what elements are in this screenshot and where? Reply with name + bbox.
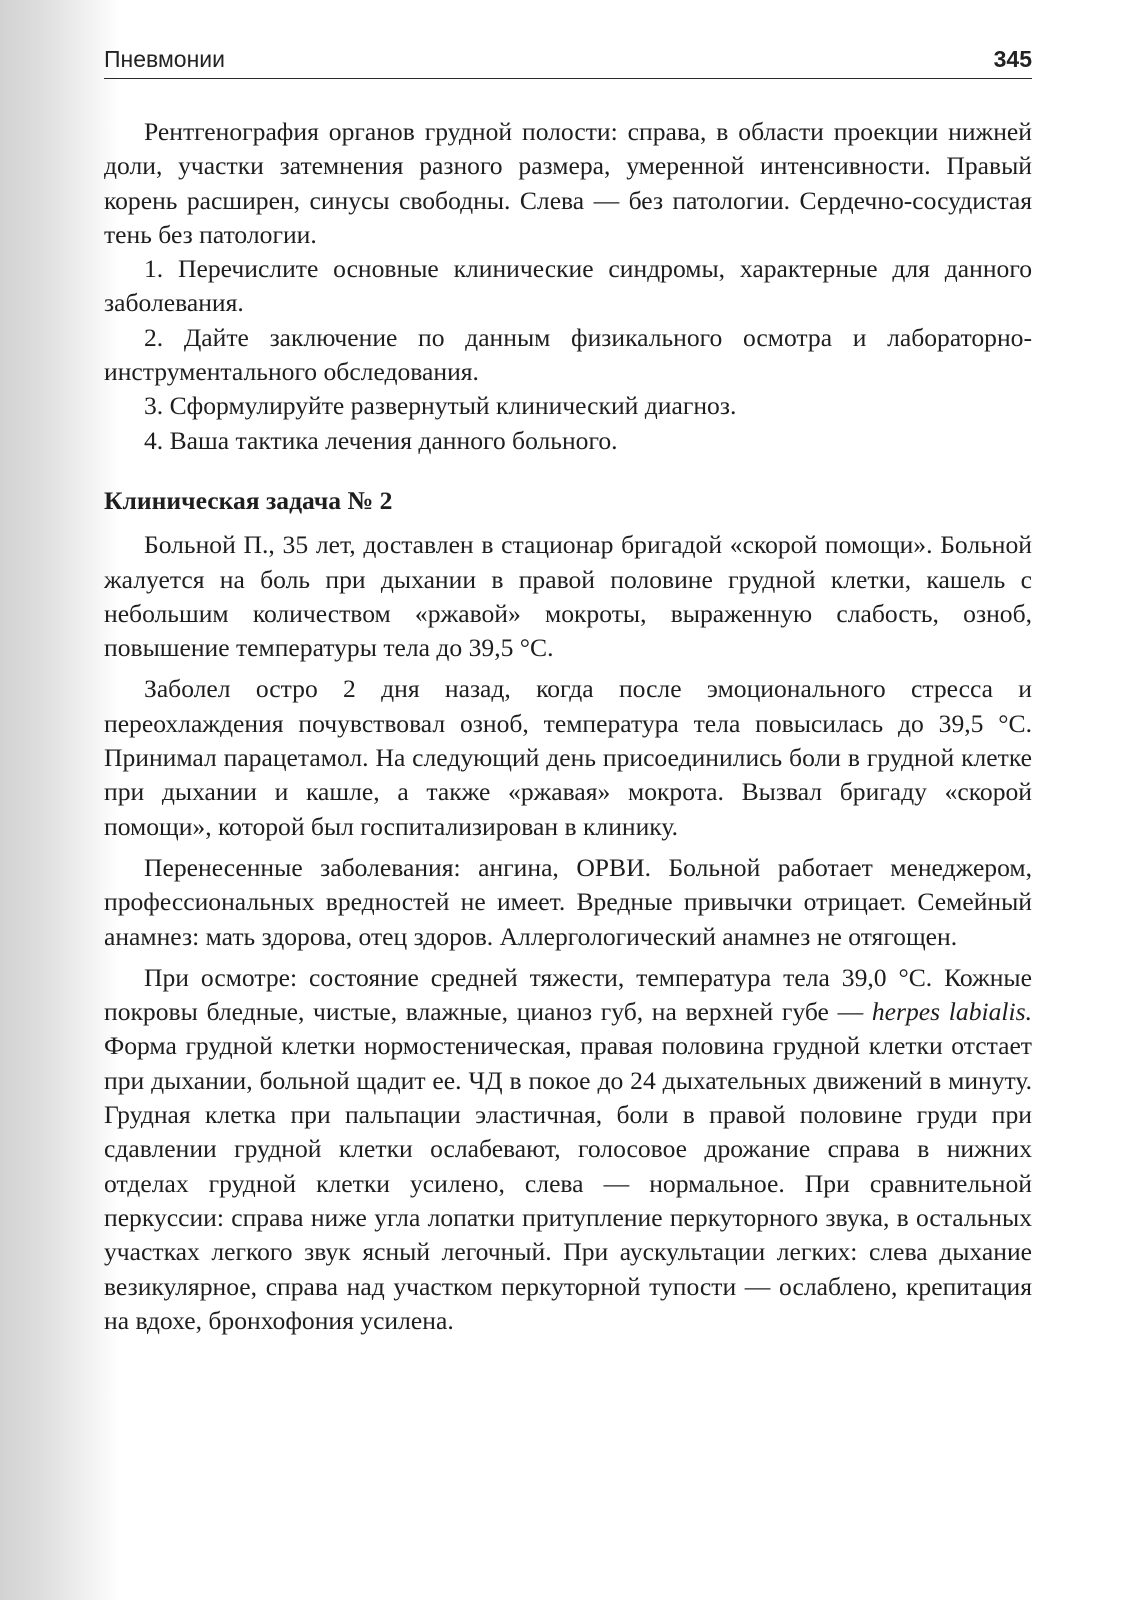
anamnesis-paragraph: Перенесенные заболевания: ангина, ОРВИ. Больной работает менеджером, профессиональных вредностей не имеет. Вредные привычки отрицает. Семейный анамнез: мать здорова, отец здоров. Аллергологический анамнез не отягощен. [104,852,1032,951]
history-paragraph: Заболел остро 2 дня назад, когда после эмоционального стресса и переохлаждения почувствовал озноб, температура тела повысилась до 39,5 °С. Принимал парацетамол. На следующий день присоединились боли в грудной клетке при дыхании и кашле, а также «ржавая» мокрота. Вызвал бригаду «скорой помощи», которой был госпитализирован в клинику. [104,674,1032,841]
exam-latin-term: herpes labialis. [871,997,1032,1027]
exam-text-end: Форма грудной клетки нормостеническая, правая половина грудной клетки отстает при дыхании, больной щадит ее. ЧД в покое до 24 дыхательных движений в минуту. Грудная клетка при пальпации эластичная, боли в правой половине груди при сдавлении грудной клетки ослабевают, голосовое дрожание справа в нижних отделах грудной клетки усилено, слева — нормальное. При сравнительной перкуссии: справа ниже угла лопатки притупление перкуторного звука, в остальных участках легкого звук ясный легочный. При аускультации легких: слева дыхание везикулярное, справа над участком перкуторной тупости — ослаблено, крепитация на вдохе, бронхофония усилена. [104,1031,1032,1335]
section-heading-task-2: Клиническая задача № 2 [104,485,393,515]
book-page [104,40,1032,1338]
complaints-paragraph: Больной П., 35 лет, доставлен в стационар бригадой «скорой помощи». Больной жалуется на боль при дыхании в правой половине грудной клетки, кашель с небольшим количеством «ржавой» мокроты, выраженную слабость, озноб, повышение температуры тела до 39,5 °С. [104,530,1032,663]
page-number: 345 [993,46,1032,72]
page-content [104,115,1032,1338]
exam-text-start: При осмотре: состояние средней тяжести, температура тела 39,0 °С. Кожные покровы бледные, чистые, влажные, цианоз губ, на верхней губе — [104,962,1032,1027]
question-1: 1. Перечислите основные клинические синдромы, характерные для данного заболевания. [104,254,1032,318]
chapter-title: Пневмонии [104,46,225,72]
xray-paragraph: Рентгенография органов грудной полости: справа, в области проекции нижней доли, участки затемнения разного размера, умеренной интенсивности. Правый корень расширен, синусы свободны. Слева — без патологии. Сердечно-сосудистая тень без патологии. [104,117,1032,249]
question-2: 2. Дайте заключение по данным физикального осмотра и лабораторно-инструментального обследования. [104,322,1032,387]
question-4: 4. Ваша тактика лечения данного больного. [144,425,618,455]
examination-paragraph [104,961,1032,1338]
scan-gutter-shadow [0,0,120,1600]
running-header [104,40,1032,79]
question-3: 3. Сформулируйте развернутый клинический диагноз. [144,391,737,421]
